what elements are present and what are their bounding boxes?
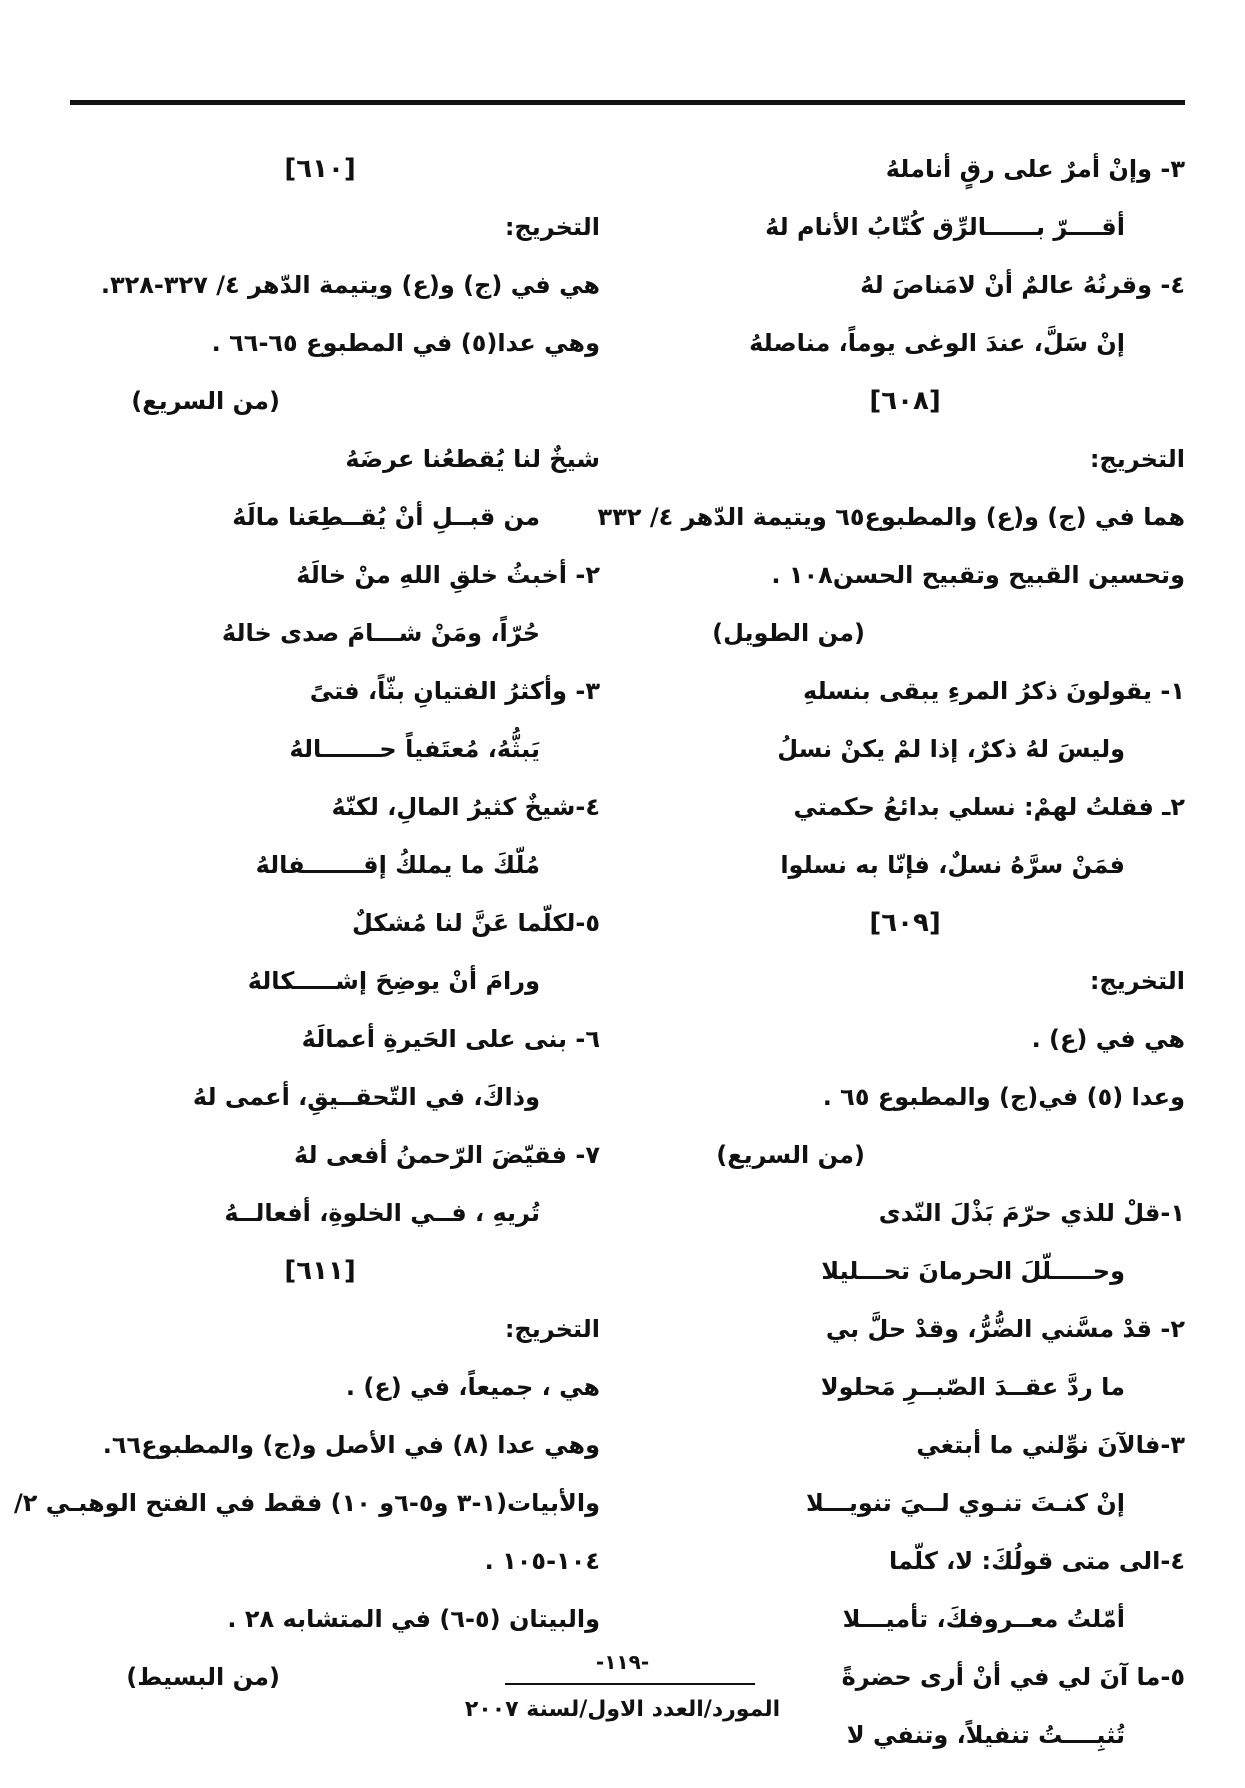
meter-label: (من البسيط) — [126, 1663, 280, 1691]
section-heading: التخريج: — [1089, 967, 1185, 995]
verse-second-hemistich: فمَنْ سرَّهُ نسلٌ، فإنّا به نسلوا — [780, 851, 1125, 879]
prose-line: وهي عدا (٨) في الأصل و(ج) والمطبوع٦٦. — [102, 1431, 600, 1459]
section-heading: التخريج: — [504, 213, 600, 241]
page-number: -١١٩- — [595, 1650, 650, 1674]
entry-number: [٦٠٨] — [869, 386, 941, 416]
verse-second-hemistich: ما ردَّ عقــدَ الصّبــرِ مَحلولا — [820, 1373, 1125, 1401]
verse-second-hemistich: وذاكَ، في التّحقــيقِ، أعمى لهُ — [192, 1083, 540, 1111]
verse-first-hemistich: ٥-ما آنَ لي في أنْ أرى حضرةً — [841, 1663, 1185, 1691]
verse-second-hemistich: تُثبِــــتُ تنفيلاً، وتنفي لا — [846, 1721, 1125, 1749]
verse-second-hemistich: أقــــرّ بــــــالرِّق كُتّابُ الأنام لهُ — [765, 213, 1125, 241]
meter-label: (من السريع) — [131, 387, 280, 415]
verse-second-hemistich: أمّلتُ معــروفكَ، تأميـــلا — [842, 1605, 1125, 1633]
left-column — [13, 140, 600, 1706]
verse-first-hemistich: ٦- بنى على الحَيرةِ أعمالَهُ — [301, 1025, 600, 1053]
section-heading: التخريج: — [1089, 445, 1185, 473]
verse-first-hemistich: ٣-فالآنَ نوِّلني ما أبتغي — [916, 1431, 1185, 1459]
verse-first-hemistich: ١- يقولونَ ذكرُ المرءِ يبقى بنسلهِ — [803, 677, 1185, 705]
prose-line: هي ، جميعاً، في (ع) . — [345, 1373, 600, 1401]
verse-first-hemistich: ٤- وقرنُهُ عالمٌ أنْ لامَناصَ لهُ — [860, 271, 1185, 299]
prose-line: وتحسين القبيح وتقبيح الحسن١٠٨ . — [771, 561, 1185, 589]
verse-first-hemistich: ٣- وأكثرُ الفتيانِ بثّاً، فتىً — [309, 677, 600, 705]
verse-first-hemistich: ٢ـ فقلتُ لهمْ: نسلي بدائعُ حكمتي — [793, 793, 1185, 821]
verse-second-hemistich: إنْ كنـتَ تنـوي لــيَ تنويـــلا — [806, 1489, 1125, 1517]
verse-first-hemistich: ٣- وإنْ أمرٌ على رقٍ أناملهُ — [885, 155, 1185, 183]
prose-line: هما في (ج) و(ع) والمطبوع٦٥ ويتيمة الدّهر ٤/ ٣٣٢ — [597, 503, 1185, 531]
prose-line: وهي عدا(٥) في المطبوع ٦٥-٦٦ . — [211, 329, 600, 357]
verse-first-hemistich: ٤-شيخٌ كثيرُ المالِ، لكنّهُ — [331, 793, 600, 821]
verse-first-hemistich: ٤-الى متى قولُكَ: لا، كلّما — [888, 1547, 1185, 1575]
verse-first-hemistich: ١-قلْ للذي حرّمَ بَذْلَ النّدى — [878, 1199, 1185, 1227]
meter-label: (من السريع) — [716, 1141, 865, 1169]
verse-second-hemistich: مُلّكَ ما يملكُ إقـــــــفالهُ — [255, 851, 540, 879]
prose-line: هي في (ج) و(ع) ويتيمة الدّهر ٤/ ٣٢٧-٣٢٨. — [100, 271, 600, 299]
verse-second-hemistich: يَبثُّهُ، مُعتَفياً حـــــــالهُ — [289, 735, 540, 763]
prose-line: والأبيات(١-٣ و٥-٦و ١٠) فقط في الفتح الوهبـي ٢/ — [13, 1489, 600, 1517]
verse-second-hemistich: وحـــــلّلَ الحرمانَ تحـــليلا — [821, 1257, 1125, 1285]
verse-first-hemistich: شيخٌ لنا يُقطعُنا عرضَهُ — [345, 445, 600, 473]
prose-line: هي في (ع) . — [1031, 1025, 1185, 1053]
verse-second-hemistich: تُريهِ ، فــي الخلوةِ، أفعالــهُ — [224, 1199, 540, 1227]
top-rule — [70, 100, 1185, 105]
verse-second-hemistich: حُرّاً، ومَنْ شـــامَ صدى خالهُ — [221, 619, 540, 647]
entry-number: [٦١٠] — [284, 154, 356, 184]
verse-second-hemistich: ورامَ أنْ يوضِحَ إشـــــكالهُ — [247, 967, 540, 995]
entry-number: [٦٠٩] — [869, 908, 941, 938]
verse-first-hemistich: ٢- قدْ مسَّني الضُّرُّ، وقدْ حلَّ بي — [825, 1315, 1185, 1343]
verse-first-hemistich: ٧- فقيّضَ الرّحمنُ أفعى لهُ — [293, 1141, 600, 1169]
journal-info: المورد/العدد الاول/لسنة ٢٠٠٧ — [464, 1697, 781, 1722]
prose-line: وعدا (٥) في(ج) والمطبوع ٦٥ . — [822, 1083, 1185, 1111]
meter-label: (من الطويل) — [712, 619, 865, 647]
verse-second-hemistich: وليسَ لهُ ذكرٌ، إذا لمْ يكنْ نسلُ — [777, 735, 1125, 763]
verse-first-hemistich: ٥-لكلّما عَنَّ لنا مُشكلٌ — [351, 909, 600, 937]
footer-rule — [505, 1683, 755, 1685]
prose-line: ١٠٤-١٠٥ . — [484, 1547, 600, 1575]
verse-first-hemistich: ٢- أخبثُ خلقِ اللهِ منْ خالَهُ — [296, 561, 600, 589]
section-heading: التخريج: — [504, 1315, 600, 1343]
verse-second-hemistich: إنْ سَلَّ، عندَ الوغى يوماً، مناصلهُ — [749, 329, 1125, 357]
entry-number: [٦١١] — [284, 1256, 356, 1286]
prose-line: والبيتان (٥-٦) في المتشابه ٢٨ . — [227, 1605, 600, 1633]
verse-second-hemistich: من قبــلِ أنْ يُقــطِعَنا مالَهُ — [232, 503, 540, 531]
